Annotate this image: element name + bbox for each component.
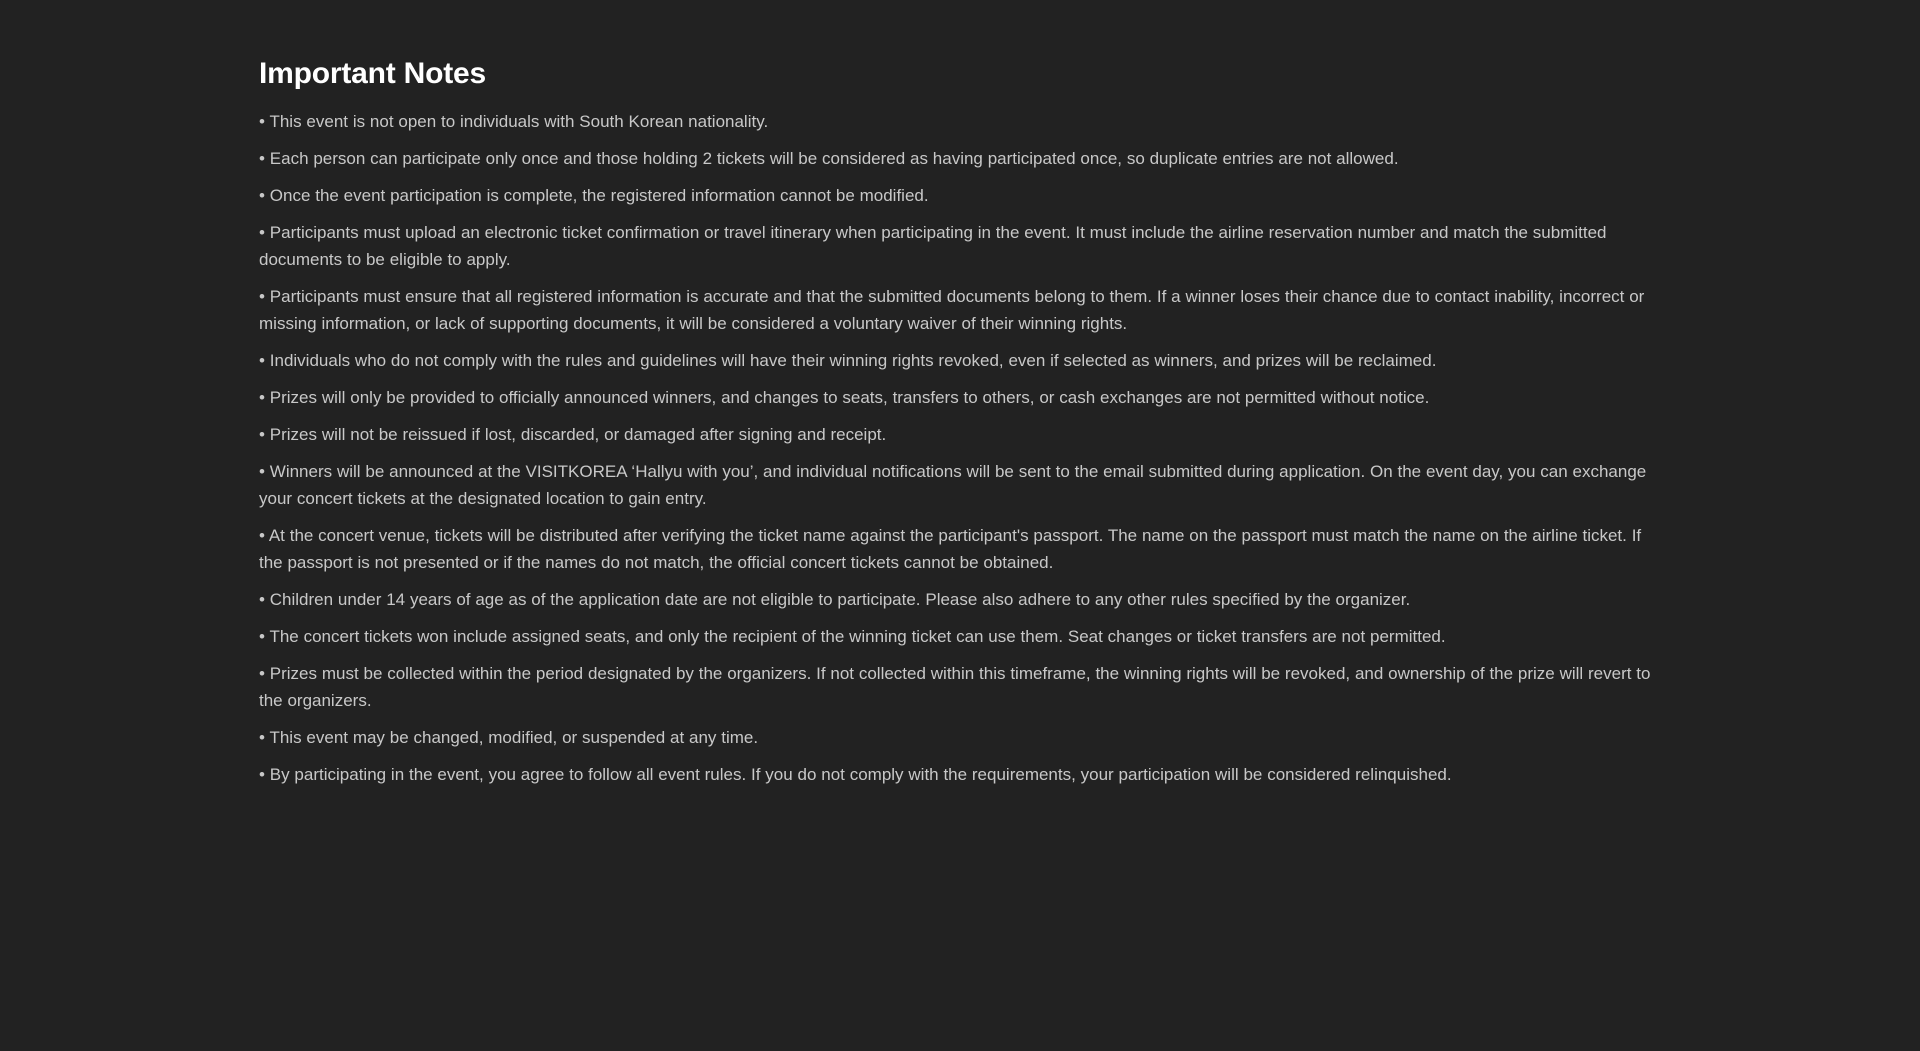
list-item: • The concert tickets won include assigned seats, and only the recipient of the winning ticket can use them. Seat changes or ticket transfers are not permitted. [259, 627, 1446, 646]
list-item: • Children under 14 years of age as of the application date are not eligible to participate. Please also adhere to any other rules specified by the organizer. [259, 590, 1411, 609]
list-item: • Prizes will not be reissued if lost, discarded, or damaged after signing and receipt. [259, 425, 887, 444]
list-item: • Prizes will only be provided to officially announced winners, and changes to seats, transfers to others, or cash exchanges are not permitted without notice. [259, 388, 1430, 407]
important-notes-panel [259, 56, 1657, 788]
list-item: • Each person can participate only once and those holding 2 tickets will be considered as having participated once, so duplicate entries are not allowed. [259, 149, 1399, 168]
list-item: • Prizes must be collected within the period designated by the organizers. If not collected within this timeframe, the winning rights will be revoked, and ownership of the prize will revert to the organizers. [259, 664, 1651, 710]
list-item: • At the concert venue, tickets will be distributed after verifying the ticket name against the participant's passport. The name on the passport must match the name on the airline ticket. If the passport is not presented or if the names do not match, the official concert tickets cannot be obtained. [259, 526, 1642, 572]
list-item: • Participants must ensure that all registered information is accurate and that the submitted documents belong to them. If a winner loses their chance due to contact inability, incorrect or missing information, or lack of supporting documents, it will be considered a voluntary waiver of their winning rights. [259, 287, 1645, 333]
list-item: • Winners will be announced at the VISITKOREA ‘Hallyu with you’, and individual notifications will be sent to the email submitted during application. On the event day, you can exchange your concert tickets at the designated location to gain entry. [259, 462, 1647, 508]
list-item: • Individuals who do not comply with the rules and guidelines will have their winning rights revoked, even if selected as winners, and prizes will be reclaimed. [259, 351, 1437, 370]
page-title: Important Notes [259, 57, 487, 90]
list-item: • This event is not open to individuals with South Korean nationality. [259, 112, 769, 131]
list-item: • Once the event participation is complete, the registered information cannot be modified. [259, 186, 929, 205]
list-item: • This event may be changed, modified, or suspended at any time. [259, 728, 759, 747]
notes-list [259, 108, 1657, 788]
list-item: • Participants must upload an electronic ticket confirmation or travel itinerary when participating in the event. It must include the airline reservation number and match the submitted documents to be eligible to apply. [259, 223, 1607, 269]
list-item: • By participating in the event, you agree to follow all event rules. If you do not comply with the requirements, your participation will be considered relinquished. [259, 765, 1452, 784]
